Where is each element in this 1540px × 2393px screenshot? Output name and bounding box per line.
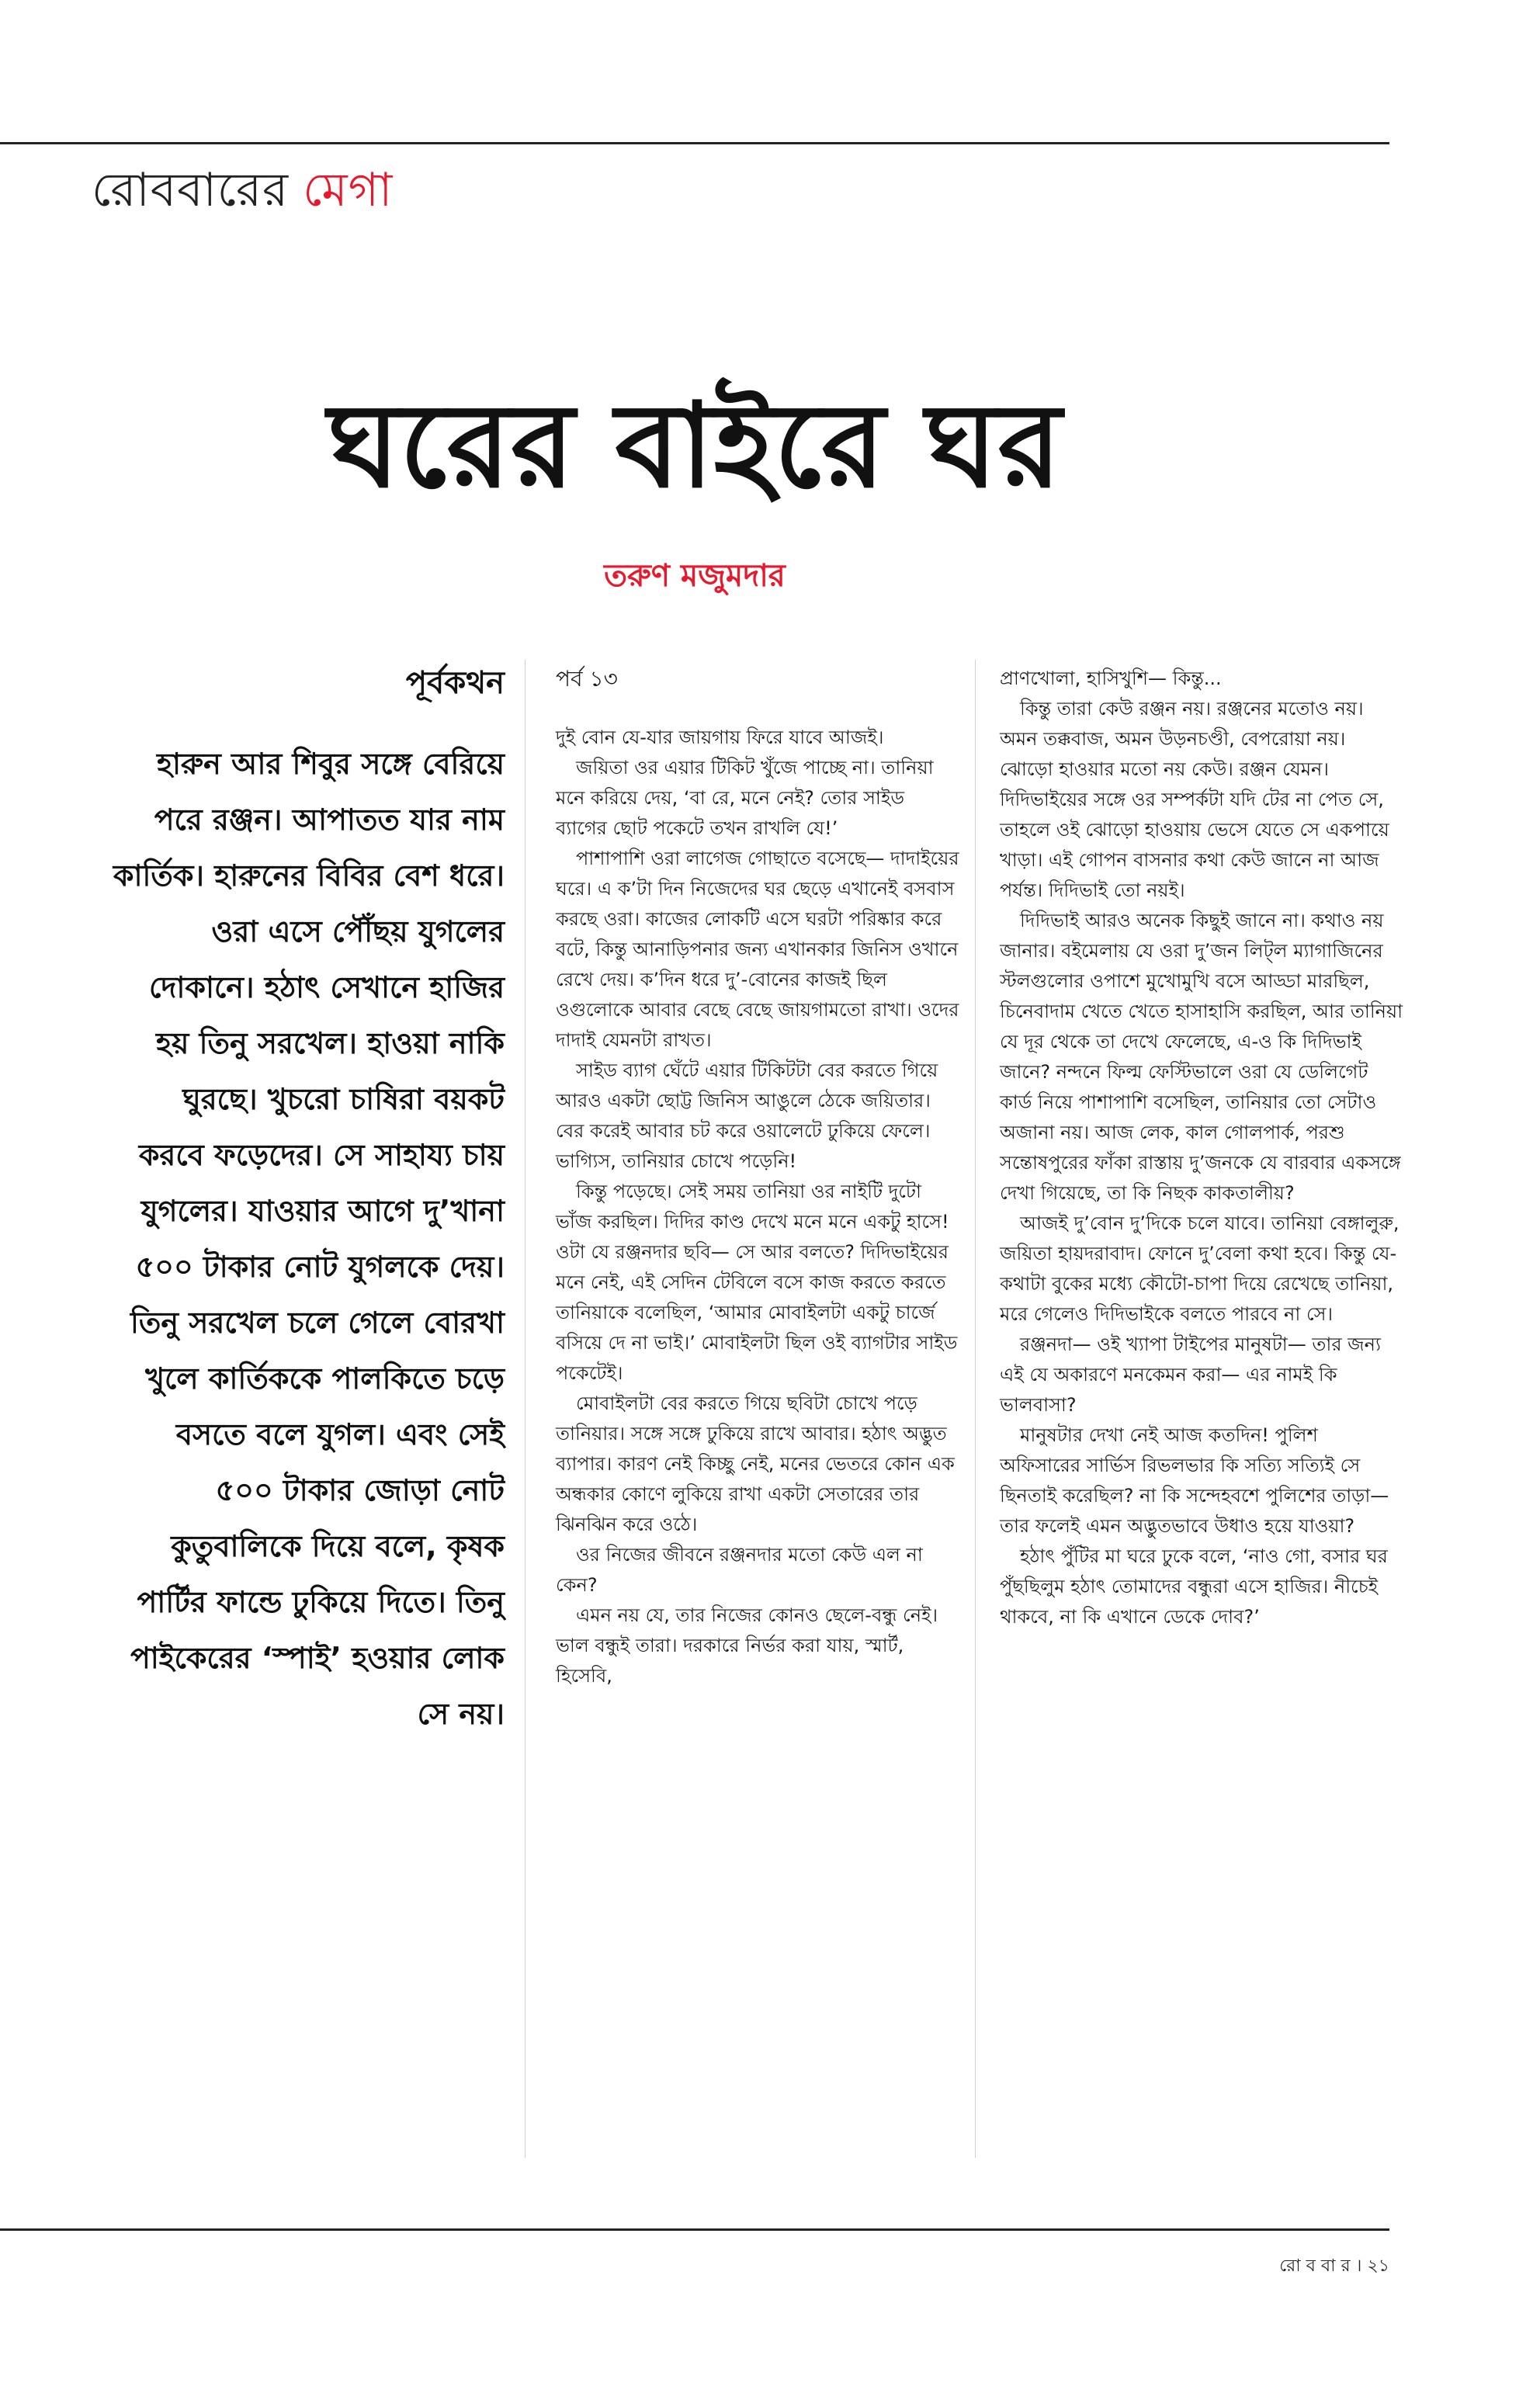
body-paragraph: এমন নয় যে, তার নিজের কোনও ছেলে-বন্ধু নেই। ভাল বন্ধুই তারা। দরকারে নির্ভর করা যায়, স্মার্ট, হিসেবি, [556,1604,938,1687]
body-paragraph: দুই বোন যে-যার জায়গায় ফিরে যাবে আজই। [556,727,884,748]
recap-heading: পূর্বকথন [405,665,505,701]
bottom-rule [0,2228,1389,2231]
episode-label: পর্ব ১৩ [556,666,618,692]
body-paragraph: কিন্তু পড়েছে। সেই সময় তানিয়া ওর নাইটি দুটো ভাঁজ করছিল। দিদির কাণ্ড দেখে মনে মনে একটু হাসে! ওটা যে রঞ্জনদার ছবি— সে আর বলতে? দিদিভাইয়ের মনে নেই, এই সেদিন টেবিলে বসে কাজ করতে করতে তানিয়াকে বলেছিল, ‘আমার মোবাইলটা একটু চার্জে বসিয়ে দে না ভাই।’ মোবাইলটা ছিল ওই ব্যাগটার সাইড পকেটেই। [556,1181,958,1384]
body-paragraph: দিদিভাই আরও অনেক কিছুই জানে না। কথাও নয় জানার। বইমেলায় যে ওরা দু’জন লিট্‌ল ম্যাগাজিনের স্টলগুলোর ওপাশে মুখোমুখি বসে আড্ডা মারছিল, চিনেবাদাম খেতে খেতে হাসাহাসি করছিল, আর তানিয়া যে দূর থেকে তা দেখে ফেলেছে, এ-ও কি দিদিভাই জানে? নন্দনে ফিল্ম ফেস্টিভালে ওরা যে ডেলিগেট কার্ড নিয়ে পাশাপাশি বসেছিল, তানিয়ার তো সেটাও অজানা নয়। আজ লেক, কাল গোলপার্ক, পরশু সন্তোষপুরের ফাঁকা রাস্তায় দু’জনকে যে বারবার একসঙ্গে দেখা গিয়েছে, তা কি নিছক কাকতালীয়? [1000,910,1403,1204]
body-column-1 [556,664,959,1691]
body-paragraph: সাইড ব্যাগ ঘেঁটে এয়ার টিকিটটা বের করতে গিয়ে আরও একটা ছোট্ট জিনিস আঙুলে ঠেকে জয়িতার। বের করেই আবার চট করে ওয়ালেটে ঢুকিয়ে ফেলে। ভাগ্যিস, তানিয়ার চোখে পড়েনি! [556,1060,938,1172]
body-paragraph: মানুষটার দেখা নেই আজ কতদিন! পুলিশ অফিসারের সার্ভিস রিভলভার কি সত্যি সত্যিই সে ছিনতাই করেছিল? না কি সন্দেহবশে পুলিশের তাড়া— তার ফলেই এমন অদ্ভুতভাবে উধাও হয়ে যাওয়া? [1000,1424,1389,1537]
body-column-2 [1000,664,1403,1632]
recap-column [109,660,505,1742]
page-folio: রো ব বা র । ২১ [1279,2256,1389,2276]
body-paragraph: রঞ্জনদা— ওই খ্যাপা টাইপের মানুষটা— তার জন্য এই যে অকারণে মনকেমন করা— এর নামই কি ভালবাসা? [1000,1333,1381,1416]
body-paragraph: মোবাইলটা বের করতে গিয়ে ছবিটা চোখে পড়ে তানিয়ার। সঙ্গে সঙ্গে ঢুকিয়ে রাখে আবার। হঠাৎ অদ্ভুত ব্যাপার। কারণ নেই কিচ্ছু নেই, মনের ভেতরে কোন এক অন্ধকার কোণে লুকিয়ে রাখা একটা সেতারের তার ঝিনঝিন করে ওঠে। [556,1392,955,1535]
column-divider [975,660,976,2158]
section-header [92,155,393,225]
body-paragraph: আজই দু’বোন দু’দিকে চলে যাবে। তানিয়া বেঙ্গালুরু, জয়িতা হায়দরাবাদ। ফোনে দু’বেলা কথা হবে। কিন্তু যে-কথাটা বুকের মধ্যে কৌটো-চাপা দিয়ে রেখেছে তানিয়া, মরে গেলেও দিদিভাইকে বলতে পারবে না সে। [1000,1212,1400,1325]
top-rule [0,142,1389,144]
author-byline: তরুণ মজুমদার [604,558,786,594]
body-paragraph: পাশাপাশি ওরা লাগেজ গোছাতে বসেছে— দাদাইয়ের ঘরে। এ ক’টা দিন নিজেদের ঘর ছেড়ে এখানেই বসবাস করছে ওরা। কাজের লোকটি এসে ঘরটা পরিষ্কার করে বটে, কিন্তু আনাড়িপনার জন্য এখানকার জিনিস ওখানে রেখে দেয়। ক’দিন ধরে দু’-বোনের কাজই ছিল ওগুলোকে আবার বেছে বেছে জায়গামতো রাখা। ওদের দাদাই যেমনটা রাখত। [556,848,959,1051]
story-title: ঘরের বাইরে ঘর [328,379,1062,514]
body-paragraph: কিন্তু তারা কেউ রঞ্জন নয়। রঞ্জনের মতোও নয়। অমন তক্কবাজ, অমন উড়নচণ্ডী, বেপরোয়া নয়। ঝোড়ো হাওয়ার মতো নয় কেউ। রঞ্জন যেমন। দিদিভাইয়ের সঙ্গে ওর সম্পর্কটা যদি টের না পেত সে, তাহলে ওই ঝোড়ো হাওয়ায় ভেসে যেতে সে একপায়ে খাড়া। এই গোপন বাসনার কথা কেউ জানে না আজ পর্যন্ত। দিদিভাই তো নয়ই। [1000,698,1389,901]
body-paragraph: প্রাণখোলা, হাসিখুশি— কিন্তু... [1000,668,1222,689]
body-paragraph: ওর নিজের জীবনে রঞ্জনদার মতো কেউ এল না কেন? [556,1544,923,1596]
section-name: রোববারের [92,163,290,217]
body-paragraph: জয়িতা ওর এয়ার টিকিট খুঁজে পাচ্ছে না। তানিয়া মনে করিয়ে দেয়, ‘বা রে, মনে নেই? তোর সাইড ব্যাগের ছোট পকেটে তখন রাখলি যে!’ [556,757,934,839]
section-name-accent: মেগা [303,163,394,217]
body-paragraph: হঠাৎ পুঁটির মা ঘরে ঢুকে বলে, ‘নাও গো, বসার ঘর পুঁছছিলুম হঠাৎ তোমাদের বন্ধুরা এসে হাজির। নীচেই থাকবে, না কি এখানে ডেকে দোব?’ [1000,1545,1388,1628]
recap-text: হারুন আর শিবুর সঙ্গে বেরিয়ে পরে রঞ্জন। আপাতত যার নাম কার্তিক। হারুনের বিবির বেশ ধরে। ওরা এসে পৌঁছয় যুগলের দোকানে। হঠাৎ সেখানে হাজির হয় তিনু সরখেল। হাওয়া নাকি ঘুরছে। খুচরো চাষিরা বয়কট করবে ফড়েদের। সে সাহায্য চায় যুগলের। যাওয়ার আগে দু’খানা ৫০০ টাকার নোট যুগলকে দেয়। তিনু সরখেল চলে গেলে বোরখা খুলে কার্তিককে পালকিতে চড়ে বসতে বলে যুগল। এবং সেই ৫০০ টাকার জোড়া নোট কুতুবালিকে দিয়ে বলে, কৃষক পার্টির ফান্ডে ঢুকিয়ে দিতে। তিনু পাইকেরের ‘স্পাই’ হওয়ার লোক সে নয়। [113,747,505,1731]
